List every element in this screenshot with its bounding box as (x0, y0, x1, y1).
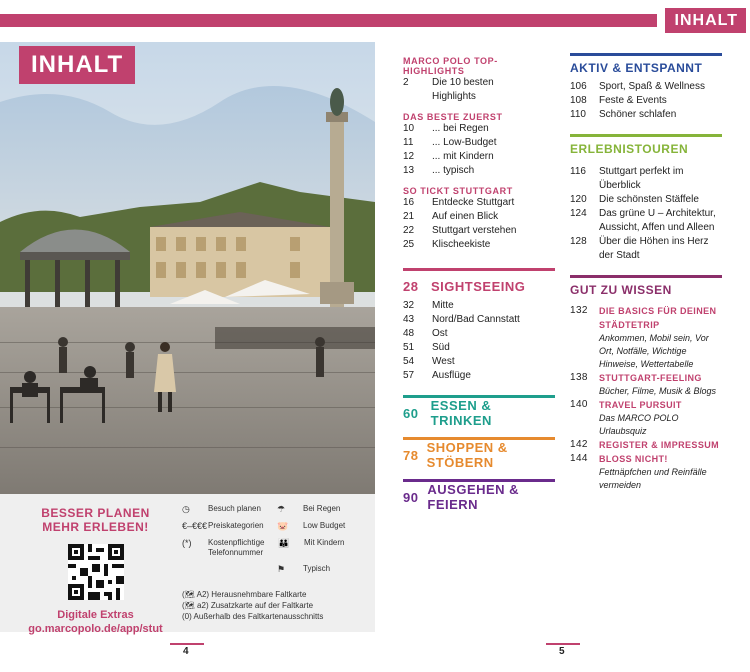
toc-entry[interactable] (570, 398, 722, 412)
promo-headline-2: MEHR ERLEBEN! (42, 520, 149, 534)
chapter-title: ESSEN & TRINKEN (430, 398, 492, 428)
entry-page: 51 (403, 342, 415, 353)
chapter-wissen[interactable]: GUT ZU WISSEN (570, 275, 722, 302)
section-title[interactable]: DAS BESTE ZUERST (403, 112, 503, 122)
entry-page: 10 (403, 123, 415, 134)
chapter-title: SIGHTSEEING (431, 278, 526, 294)
entry-title: ... Low-Budget (432, 137, 497, 148)
price-symbol: €–€€€ (182, 521, 208, 531)
entry-page: 13 (403, 165, 415, 176)
entry-page: 48 (403, 328, 415, 339)
toc-column-2 (570, 53, 722, 492)
entry-title: Nord/Bad Cannstatt (432, 314, 520, 325)
entry-page: 124 (570, 208, 587, 219)
entry-page: 21 (403, 211, 415, 222)
entry-page: 57 (403, 370, 415, 381)
legend-row (182, 521, 372, 538)
entry-description: Bücher, Filme, Musik & Blogs (599, 386, 717, 396)
entry-page: 116 (570, 166, 586, 177)
entry-page: 120 (570, 194, 587, 205)
entry-title: Entdecke Stuttgart (432, 197, 515, 208)
entry-page: 144 (570, 453, 588, 464)
toc-entry[interactable] (403, 327, 555, 341)
toc-entry[interactable] (570, 165, 722, 193)
entry-title: Ost (432, 328, 448, 339)
entry-title: STUTTGART-FEELING (599, 373, 702, 383)
promo-box (0, 494, 375, 635)
toc-entry[interactable] (403, 238, 555, 252)
entry-title: Stuttgart perfekt im Überblick (599, 166, 684, 191)
entry-page: 2 (403, 77, 409, 88)
entry-title: BLOSS NICHT! (599, 454, 668, 464)
legend (182, 504, 372, 622)
legend-label: Bei Regen (303, 504, 341, 513)
promo-url[interactable]: go.marcopolo.de/app/stut (28, 623, 163, 635)
toc-column-1 (403, 56, 555, 512)
entry-description: Ankommen, Mobil sein, Vor Ort, Notfälle, Wichtige Hinweise, Wettertabelle (599, 333, 709, 369)
legend-footnote: (🗺 a2) Zusatzkarte auf der Faltkarte (182, 601, 314, 610)
entry-page: 12 (403, 151, 415, 162)
cover-photo (0, 42, 375, 494)
legend-footnote: (0) Außerhalb des Faltkartenausschnitts (182, 612, 324, 621)
chapter-title: SHOPPEN & STÖBERN (426, 440, 508, 470)
toc-entry[interactable] (403, 150, 555, 164)
entry-page: 22 (403, 225, 415, 236)
legend-label: Preiskategorien (208, 521, 264, 530)
entry-page: 108 (570, 95, 587, 106)
entry-page: 128 (570, 236, 587, 247)
entry-page: 110 (570, 109, 586, 120)
entry-title: Klischeekiste (432, 239, 491, 250)
entry-title: TRAVEL PURSUIT (599, 400, 682, 410)
legend-row (182, 504, 372, 521)
toc-entry[interactable] (403, 76, 555, 104)
toc-entry[interactable] (570, 80, 722, 94)
toc-entry[interactable] (570, 94, 722, 108)
entry-title: Das grüne U – Architektur, Aussicht, Affen und Alleen (599, 208, 716, 233)
chapter-shoppen[interactable] (403, 437, 555, 470)
entry-title: Mitte (432, 300, 454, 311)
page-number-left: 4 (183, 646, 189, 657)
entry-title: West (432, 356, 455, 367)
chapter-sightseeing[interactable] (403, 268, 555, 296)
asterisk-symbol: (*) (182, 538, 192, 548)
toc-entry[interactable] (403, 136, 555, 150)
toc-entry[interactable] (403, 196, 555, 210)
entry-page: 11 (403, 137, 414, 148)
entry-title: Feste & Events (599, 95, 667, 106)
entry-title: Stuttgart verstehen (432, 225, 517, 236)
toc-entry[interactable] (570, 207, 722, 235)
entry-title: Die 10 besten Highlights (432, 77, 494, 102)
chapter-page: 90 (403, 489, 419, 505)
section-title[interactable]: MARCO POLO TOP-HIGHLIGHTS (403, 56, 498, 76)
entry-title: DIE BASICS FÜR DEINEN STÄDTETRIP (599, 306, 717, 330)
umbrella-icon: ☂ (277, 504, 286, 514)
toc-entry[interactable] (403, 355, 555, 369)
chapter-page: 28 (403, 278, 419, 294)
chapter-ausgehen[interactable] (403, 479, 555, 512)
toc-entry[interactable] (570, 452, 722, 466)
chapter-touren[interactable]: ERLEBNISTOUREN (570, 134, 722, 161)
chapter-aktiv[interactable]: AKTIV & ENTSPANNT (570, 53, 722, 80)
toc-entry[interactable] (403, 224, 555, 238)
clock-icon: ◷ (182, 504, 190, 514)
toc-entry[interactable] (403, 164, 555, 178)
toc-entry[interactable] (570, 304, 722, 332)
section-title[interactable]: SO TICKT STUTTGART (403, 186, 513, 196)
entry-page: 43 (403, 314, 415, 325)
entry-page: 140 (570, 399, 588, 410)
toc-entry[interactable] (403, 341, 555, 355)
chapter-title: AUSGEHEN & FEIERN (427, 482, 520, 512)
header-tag-label: INHALT (665, 8, 746, 33)
entry-title: Über die Höhen ins Herz der Stadt (599, 236, 709, 261)
toc-entry[interactable] (403, 210, 555, 224)
toc-entry[interactable] (403, 313, 555, 327)
legend-label: Low Budget (303, 521, 346, 530)
page-number-right: 5 (559, 646, 565, 657)
entry-page: 54 (403, 356, 415, 367)
promo-left (18, 506, 173, 636)
legend-footnotes (182, 589, 372, 622)
entry-description: Das MARCO POLO Urlaubsquiz (599, 413, 679, 436)
photo-title: INHALT (19, 46, 135, 84)
legend-row (182, 538, 372, 564)
toc-entry[interactable] (570, 235, 722, 263)
legend-label: Besuch planen (208, 504, 261, 513)
toc-entry[interactable] (570, 193, 722, 207)
entry-title: Die schönsten Stäffele (599, 194, 699, 205)
chapter-page: 60 (403, 405, 419, 421)
entry-title: ... bei Regen (432, 123, 489, 134)
entry-title: REGISTER & IMPRESSUM (599, 440, 720, 450)
header-tag (657, 8, 750, 33)
piggy-bank-icon: 🐷 (277, 521, 289, 531)
promo-sub-1: Digitale Extras (57, 609, 134, 621)
toc-entry[interactable] (570, 371, 722, 385)
entry-page: 132 (570, 305, 588, 316)
entry-title: Sport, Spaß & Wellness (599, 81, 705, 92)
qr-code-icon[interactable] (68, 544, 124, 600)
entry-page: 32 (403, 300, 415, 311)
page-number-rule (546, 643, 580, 645)
entry-title: ... typisch (432, 165, 475, 176)
legend-label: Typisch (303, 564, 331, 573)
chapter-essen[interactable] (403, 395, 555, 428)
promo-headline-1: BESSER PLANEN (41, 506, 150, 520)
top-bar (0, 14, 750, 27)
toc-entry[interactable] (403, 122, 555, 136)
chapter-page: 78 (403, 447, 419, 463)
entry-page: 25 (403, 239, 415, 250)
entry-title: Ausflüge (432, 370, 471, 381)
entry-page: 138 (570, 372, 588, 383)
page-number-rule (170, 643, 204, 645)
toc-entry[interactable] (403, 369, 555, 383)
legend-label: Kostenpflichtige Telefonnummer (208, 538, 265, 557)
toc-entry[interactable] (403, 299, 555, 313)
legend-row (182, 564, 372, 581)
toc-entry[interactable] (570, 438, 722, 452)
toc-entry[interactable] (570, 108, 722, 122)
family-icon: 👪 (278, 538, 290, 548)
entry-page: 106 (570, 81, 587, 92)
entry-title: Schöner schlafen (599, 109, 677, 120)
entry-page: 16 (403, 197, 415, 208)
entry-page: 142 (570, 439, 588, 450)
entry-description: Fettnäpfchen und Reinfälle vermeiden (599, 467, 707, 490)
legend-label: Mit Kindern (304, 538, 345, 547)
entry-title: Auf einen Blick (432, 211, 499, 222)
flag-icon: ⚑ (277, 564, 286, 574)
legend-footnote: (🗺 A2) Herausnehmbare Faltkarte (182, 590, 307, 599)
entry-title: Süd (432, 342, 450, 353)
entry-title: ... mit Kindern (432, 151, 494, 162)
